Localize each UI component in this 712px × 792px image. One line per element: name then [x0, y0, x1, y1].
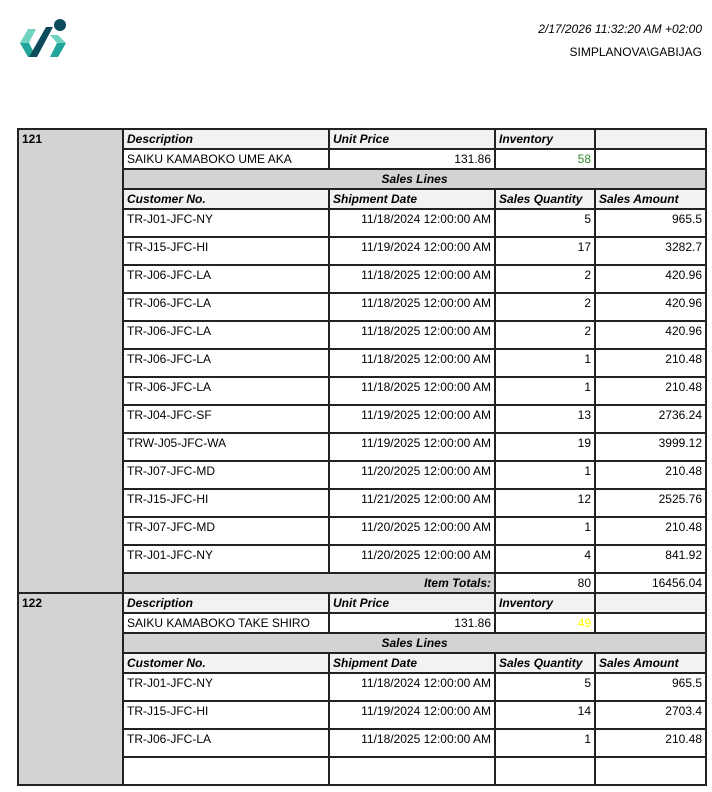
sales-amount: 420.96 — [595, 265, 706, 293]
shipment-date: 11/20/2025 12:00:00 AM — [329, 461, 495, 489]
sales-quantity: 5 — [495, 673, 595, 701]
shipment-date: 11/18/2025 12:00:00 AM — [329, 293, 495, 321]
unit-price-header: Unit Price — [329, 593, 495, 613]
customer-no: TRW-J05-JFC-WA — [123, 433, 329, 461]
customer-no: TR-J01-JFC-NY — [123, 673, 329, 701]
item-unit-price: 131.86 — [329, 613, 495, 633]
sales-amount: 210.48 — [595, 729, 706, 757]
shipment-date: 11/18/2024 12:00:00 AM — [329, 209, 495, 237]
sales-quantity — [495, 757, 595, 785]
shipment-date-header: Shipment Date — [329, 189, 495, 209]
sales-report-table — [17, 128, 707, 786]
item-number: 121 — [18, 129, 123, 593]
shipment-date: 11/20/2025 12:00:00 AM — [329, 545, 495, 573]
report-meta — [538, 22, 702, 59]
item-header-row — [18, 593, 706, 613]
total-quantity: 80 — [495, 573, 595, 593]
customer-no: TR-J06-JFC-LA — [123, 265, 329, 293]
sales-amount-header: Sales Amount — [595, 189, 706, 209]
sales-quantity: 1 — [495, 517, 595, 545]
shipment-date: 11/19/2025 12:00:00 AM — [329, 433, 495, 461]
simplanova-logo-icon — [16, 13, 70, 67]
item-unit-price: 131.86 — [329, 149, 495, 169]
customer-no: TR-J06-JFC-LA — [123, 729, 329, 757]
sales-quantity: 1 — [495, 461, 595, 489]
sales-amount: 3282.7 — [595, 237, 706, 265]
customer-no: TR-J01-JFC-NY — [123, 545, 329, 573]
sales-amount: 210.48 — [595, 349, 706, 377]
customer-no: TR-J06-JFC-LA — [123, 321, 329, 349]
sales-amount: 841.92 — [595, 545, 706, 573]
description-header: Description — [123, 129, 329, 149]
shipment-date — [329, 757, 495, 785]
description-header: Description — [123, 593, 329, 613]
customer-no-header: Customer No. — [123, 189, 329, 209]
customer-no: TR-J06-JFC-LA — [123, 293, 329, 321]
total-amount: 16456.04 — [595, 573, 706, 593]
sales-amount: 210.48 — [595, 461, 706, 489]
sales-quantity-header: Sales Quantity — [495, 653, 595, 673]
item-inventory: 58 — [495, 149, 595, 169]
customer-no: TR-J06-JFC-LA — [123, 349, 329, 377]
sales-quantity-header: Sales Quantity — [495, 189, 595, 209]
sales-quantity: 2 — [495, 321, 595, 349]
sales-amount-header: Sales Amount — [595, 653, 706, 673]
sales-amount — [595, 757, 706, 785]
inventory-header: Inventory — [495, 593, 595, 613]
shipment-date: 11/20/2025 12:00:00 AM — [329, 517, 495, 545]
customer-no: TR-J15-JFC-HI — [123, 237, 329, 265]
sales-quantity: 5 — [495, 209, 595, 237]
sales-quantity: 1 — [495, 729, 595, 757]
sales-quantity: 14 — [495, 701, 595, 729]
item-header-row — [18, 129, 706, 149]
sales-amount: 2736.24 — [595, 405, 706, 433]
blank-header-cell — [595, 129, 706, 149]
shipment-date: 11/18/2024 12:00:00 AM — [329, 673, 495, 701]
customer-no: TR-J07-JFC-MD — [123, 461, 329, 489]
shipment-date: 11/19/2024 12:00:00 AM — [329, 237, 495, 265]
customer-no: TR-J15-JFC-HI — [123, 701, 329, 729]
customer-no: TR-J07-JFC-MD — [123, 517, 329, 545]
blank-cell — [595, 149, 706, 169]
sales-quantity: 4 — [495, 545, 595, 573]
sales-quantity: 1 — [495, 349, 595, 377]
unit-price-header: Unit Price — [329, 129, 495, 149]
sales-amount: 965.5 — [595, 209, 706, 237]
customer-no: TR-J06-JFC-LA — [123, 377, 329, 405]
sales-quantity: 13 — [495, 405, 595, 433]
sales-amount: 2525.76 — [595, 489, 706, 517]
item-totals-label: Item Totals: — [123, 573, 495, 593]
report-timestamp: 2/17/2026 11:32:20 AM +02:00 — [538, 22, 702, 36]
item-description: SAIKU KAMABOKO UME AKA — [123, 149, 329, 169]
customer-no — [123, 757, 329, 785]
sales-quantity: 12 — [495, 489, 595, 517]
sales-amount: 210.48 — [595, 517, 706, 545]
shipment-date-header: Shipment Date — [329, 653, 495, 673]
sales-amount: 965.5 — [595, 673, 706, 701]
customer-no: TR-J01-JFC-NY — [123, 209, 329, 237]
sales-quantity: 2 — [495, 293, 595, 321]
sales-amount: 210.48 — [595, 377, 706, 405]
shipment-date: 11/18/2025 12:00:00 AM — [329, 349, 495, 377]
blank-header-cell — [595, 593, 706, 613]
sales-quantity: 1 — [495, 377, 595, 405]
customer-no-header: Customer No. — [123, 653, 329, 673]
item-description: SAIKU KAMABOKO TAKE SHIRO — [123, 613, 329, 633]
shipment-date: 11/18/2025 12:00:00 AM — [329, 377, 495, 405]
sales-amount: 3999.12 — [595, 433, 706, 461]
item-inventory: 49 — [495, 613, 595, 633]
sales-lines-title: Sales Lines — [123, 633, 706, 653]
shipment-date: 11/18/2025 12:00:00 AM — [329, 321, 495, 349]
customer-no: TR-J15-JFC-HI — [123, 489, 329, 517]
sales-quantity: 19 — [495, 433, 595, 461]
sales-lines-title: Sales Lines — [123, 169, 706, 189]
item-number: 122 — [18, 593, 123, 785]
shipment-date: 11/19/2024 12:00:00 AM — [329, 701, 495, 729]
sales-amount: 2703.4 — [595, 701, 706, 729]
sales-amount: 420.96 — [595, 321, 706, 349]
shipment-date: 11/18/2025 12:00:00 AM — [329, 729, 495, 757]
shipment-date: 11/19/2025 12:00:00 AM — [329, 405, 495, 433]
inventory-header: Inventory — [495, 129, 595, 149]
blank-cell — [595, 613, 706, 633]
report-user: SIMPLANOVA\GABIJAG — [569, 45, 702, 59]
customer-no: TR-J04-JFC-SF — [123, 405, 329, 433]
shipment-date: 11/18/2025 12:00:00 AM — [329, 265, 495, 293]
sales-amount: 420.96 — [595, 293, 706, 321]
shipment-date: 11/21/2025 12:00:00 AM — [329, 489, 495, 517]
sales-quantity: 17 — [495, 237, 595, 265]
sales-quantity: 2 — [495, 265, 595, 293]
